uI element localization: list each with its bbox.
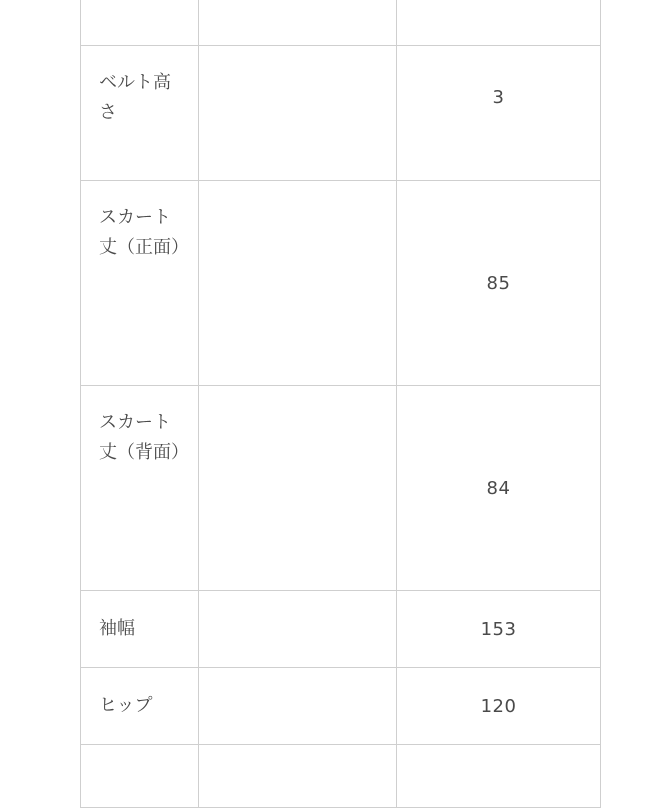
- row-value: [397, 745, 601, 808]
- row-value-hip: [397, 668, 601, 745]
- table-row: [81, 591, 601, 668]
- table-row: [81, 386, 601, 591]
- size-table: [80, 0, 601, 808]
- value-text: 85: [486, 272, 511, 294]
- blank-cell: [199, 181, 397, 386]
- table-row: [81, 745, 601, 808]
- blank-cell: [199, 0, 397, 46]
- blank-cell: [199, 668, 397, 745]
- blank-cell: [199, 745, 397, 808]
- row-label-belt-height: ベルト高さ: [81, 46, 199, 181]
- row-label: [81, 0, 199, 46]
- value-text: 153: [480, 618, 517, 640]
- row-value-belt-height: [397, 46, 601, 181]
- row-value: [397, 0, 601, 46]
- row-label-skirt-length-front: スカート丈（正面）: [81, 181, 199, 386]
- blank-cell: [199, 386, 397, 591]
- blank-cell: [199, 46, 397, 181]
- row-label-hip: ヒップ: [81, 668, 199, 745]
- row-label-sleeve-width: 袖幅: [81, 591, 199, 668]
- blank-cell: [199, 591, 397, 668]
- value-text: 84: [486, 477, 511, 499]
- table-row: [81, 46, 601, 181]
- row-value-skirt-length-back: [397, 386, 601, 591]
- row-value-sleeve-width: [397, 591, 601, 668]
- row-value-skirt-length-front: [397, 181, 601, 386]
- value-text: 120: [480, 695, 517, 717]
- row-label-skirt-length-back: スカート丈（背面）: [81, 386, 199, 591]
- table-row: [81, 668, 601, 745]
- table-row: [81, 181, 601, 386]
- row-label: [81, 745, 199, 808]
- table-row: [81, 0, 601, 46]
- value-text: 3: [492, 86, 505, 108]
